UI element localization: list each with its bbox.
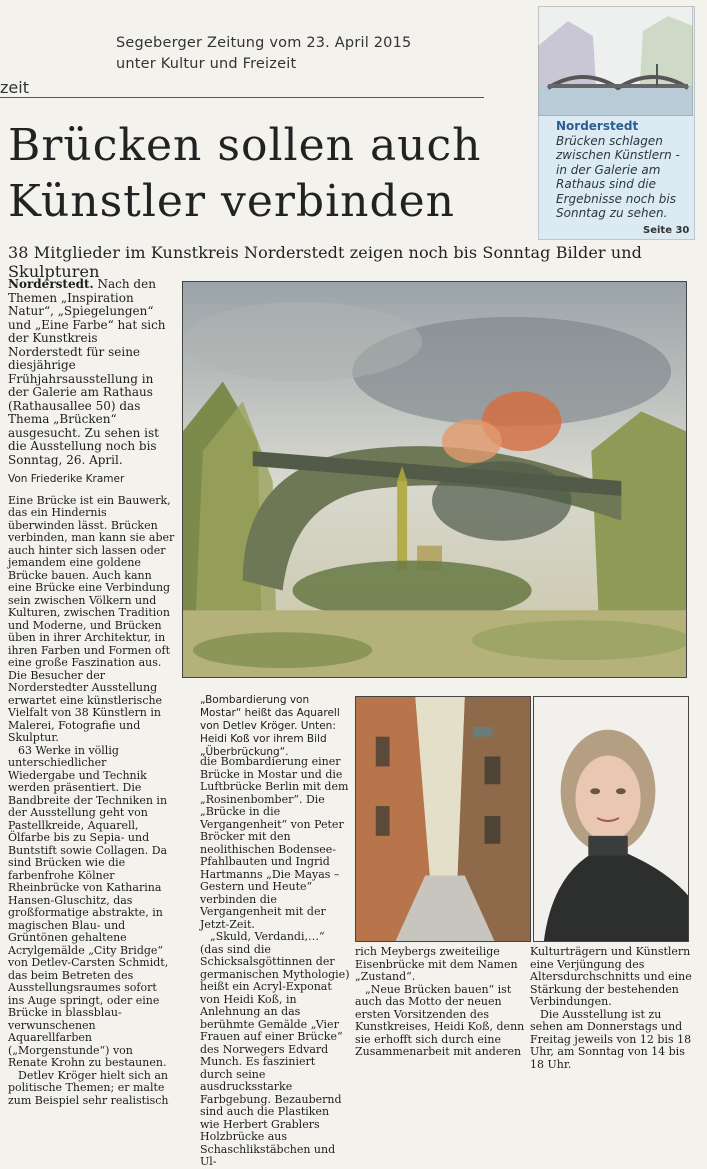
section-label: zeit <box>0 78 29 97</box>
col2-paragraph-2: „Skuld, Verdandi,…“ (das sind die Schicksalsgöttinnen der germanischen Mythologie) heißt ein Acryl-Exponat von Heidi Koß, in Anlehnung an das berühmte Gemälde „Vier Frauen auf einer Brücke“ des Norwegers Edvard Munch. Es fasziniert durch seine ausdrucksstarke Farbgebung. Bezaubernd sind auch die Plastiken wie Herbert Grablers Holzbrücke aus Schaschlikstäbchen und Ul- <box>200 930 350 1168</box>
teaser-page-ref: Seite 30 <box>643 225 690 236</box>
col2-paragraph-1: die Bombardierung einer Brücke in Mostar und die Luftbrücke Berlin mit dem „Rosinenbomber“. Die „Brücke in die Vergangenheit“ von Peter Bröcker mit den neolithischen Bodensee-Pfahlbauten und Ingrid Hartmanns „Die Mayas – Gestern und Heute“ verbinden die Vergangenheit mit der Jetzt-Zeit. <box>200 755 349 931</box>
headline-line-1: Brücken sollen auch <box>8 120 482 171</box>
col3-paragraph-2: „Neue Brücken bauen“ ist auch das Motto der neuen ersten Vorsitzenden des Kunstkreises, Heidi Koß, denn sie erhofft sich durch eine Zusammenarbeit mit anderen <box>355 982 525 1058</box>
painting-mostar-photo <box>182 281 687 678</box>
article-column-3 <box>355 946 525 1059</box>
subheadline: 38 Mitglieder im Kunstkreis Norderstedt zeigen noch bis Sonntag Bilder und Skulpturen <box>8 243 642 281</box>
portrait-heidi-koss-photo <box>533 696 689 942</box>
source-note <box>116 33 411 75</box>
col1-paragraph-2: 63 Werke in völlig unterschiedlicher Wiedergabe und Technik werden präsentiert. Die Bandbreite der Techniken in der Ausstellung geht von Pastellkreide, Aquarell, Ölfarbe bis zu Sepia- und Buntstift sowie Collagen. Da sind Brücken wie die farbenfrohe Kölner Rheinbrücke von Katharina Hansen-Gluschitz, das großformatige abstrakte, in magischen Blau- und Grüntönen gehaltene Acrylgemälde „City Bridge“ von Detlev-Carsten Schmidt, das beim Betreten des Ausstellungsraumes sofort ins Auge springt, oder eine Brücke in blassblau-verwunschenen Aquarellfarben („Morgenstunde“) von Renate Krohn zu bestaunen. <box>8 743 169 1069</box>
photo-caption: „Bombardierung von Mostar“ heißt das Aquarell von Detlev Kröger. Unten: Heidi Koß vor ihrem Bild „Überbrückung“. <box>200 694 340 758</box>
teaser-bridge-image <box>538 6 693 116</box>
col1-paragraph-1: Eine Brücke ist ein Bauwerk, das ein Hindernis überwinden lässt. Brücken verbinden, man kann sie aber auch hinter sich lassen oder jemandem eine goldene Brücke bauen. Auch kann eine Brücke eine Verbindung sein zwischen Völkern und Kulturen, zwischen Tradition und Moderne, und Brücken üben in ihrer Architektur, in ihren Farben und Formen oft eine große Faszination aus. Die Besucher der Norderstedter Ausstellung erwartet eine künstlerische Vielfalt von 38 Künstlern in Malerei, Fotografie und Skulptur. <box>8 493 175 744</box>
col4-paragraph-2: Die Ausstellung ist zu sehen am Donnerstags und Freitag jeweils von 12 bis 18 Uhr, am Sonntag von 14 bis 18 Uhr. <box>530 1007 692 1071</box>
painting-alley-photo <box>355 696 531 942</box>
header-rule <box>0 97 484 98</box>
teaser-text: Brücken schlagen zwischen Künstlern - in der Galerie am Rathaus sind die Ergebnisse noch bis Sonntag zu sehen. <box>556 134 680 221</box>
source-line-2: unter Kultur und Freizeit <box>116 56 297 72</box>
source-line-1: Segeberger Zeitung vom 23. April 2015 <box>116 35 412 51</box>
lead-text: Nach den Themen „Inspiration Natur“, „Spiegelungen“ und „Eine Farbe“ hat sich der Kunstkreis Norderstedt für seine diesjährige Frühjahrsausstellung in der Galerie am Rathaus (Rathausallee 50) das Thema „Brücken“ ausgesucht. Zu sehen ist die Ausstellung noch bis Sonntag, 26. April. <box>8 277 166 467</box>
article-column-1 <box>8 278 175 1107</box>
dateline: Norderstedt. <box>8 277 94 291</box>
teaser-place: Norderstedt <box>556 119 639 133</box>
article-column-2 <box>200 756 350 1169</box>
col4-paragraph-1: Kulturträgern und Künstlern eine Verjüngung des Altersdurchschnitts und eine Stärkung der bestehenden Verbindungen. <box>530 945 692 1008</box>
article-column-4 <box>530 946 695 1071</box>
headline <box>8 118 538 230</box>
col3-paragraph-1: rich Meybergs zweiteilige Eisenbrücke mit dem Namen „Zustand“. <box>355 945 518 983</box>
col1-paragraph-3: Detlev Kröger hielt sich an politische Themen; er malte zum Beispiel sehr realistisch <box>8 1068 169 1107</box>
lead-paragraph <box>8 278 175 467</box>
byline: Von Friederike Kramer <box>8 473 125 485</box>
headline-line-2: Künstler verbinden <box>8 176 456 227</box>
